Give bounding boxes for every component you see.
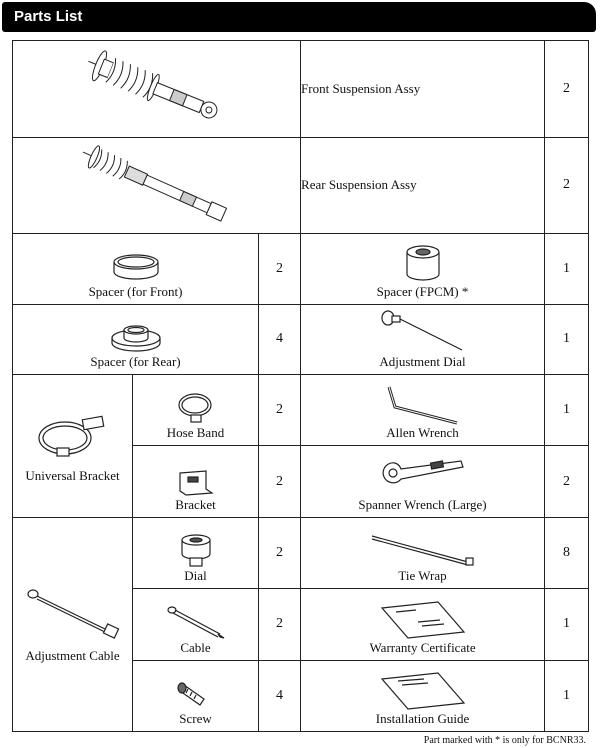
cable-cell: [133, 589, 259, 660]
part-name: Cable: [180, 639, 211, 655]
parts-table: [12, 40, 589, 732]
part-name: Screw: [179, 711, 212, 726]
part-name: Spacer (FPCM) *: [376, 283, 469, 299]
part-name: Adjustment Dial: [379, 353, 466, 369]
table-row: [13, 234, 589, 304]
part-quantity: 2: [259, 589, 301, 660]
part-quantity: 1: [545, 589, 589, 660]
tie-wrap-cell: [301, 517, 545, 588]
part-name: Universal Bracket: [25, 467, 120, 483]
coilover-front-icon: [77, 46, 237, 132]
part-quantity: 1: [545, 374, 589, 445]
document-icon: [378, 671, 468, 711]
adjustment-cable-icon: [23, 584, 123, 644]
part-name: Spacer (for Front): [88, 283, 183, 299]
part-name: Tie Wrap: [398, 568, 447, 584]
universal-bracket-cell: [13, 374, 133, 517]
adjustment-dial-cell: [301, 304, 545, 374]
allen-wrench-icon: [383, 383, 463, 425]
coilover-rear-icon: [72, 142, 242, 228]
dial-icon: [176, 530, 216, 568]
spacer-front-cell: [13, 234, 259, 304]
part-quantity: 2: [259, 374, 301, 445]
part-name: Spanner Wrench (Large): [358, 496, 487, 512]
part-quantity: 2: [259, 234, 301, 304]
part-name: Rear Suspension Assy: [301, 137, 545, 234]
spanner-wrench-icon: [377, 455, 469, 497]
table-row: [13, 137, 589, 234]
bracket-icon: [176, 467, 216, 497]
table-row: [13, 517, 589, 588]
part-name: Warranty Certificate: [369, 639, 476, 655]
table-row: [13, 41, 589, 138]
bracket-cell: [133, 446, 259, 517]
table-row: [13, 374, 589, 445]
part-quantity: 2: [545, 446, 589, 517]
part-quantity: 2: [259, 446, 301, 517]
rear-suspension-image: [13, 137, 301, 234]
spacer-ring-icon: [108, 250, 164, 284]
part-quantity: 4: [259, 660, 301, 731]
spacer-washer-icon: [108, 320, 164, 354]
part-name: Front Suspension Assy: [301, 41, 545, 138]
part-quantity: 2: [545, 137, 589, 234]
screw-icon: [176, 677, 216, 711]
spacer-rear-cell: [13, 304, 259, 374]
footnote: Part marked with * is only for BCNR33.: [423, 735, 586, 746]
part-name: Spacer (for Rear): [90, 353, 181, 369]
adjustment-dial-icon: [378, 308, 468, 354]
part-quantity: 1: [545, 234, 589, 304]
adjustment-cable-cell: [13, 517, 133, 731]
allen-wrench-cell: [301, 374, 545, 445]
hose-band-cell: [133, 374, 259, 445]
front-suspension-image: [13, 41, 301, 138]
part-name: Hose Band: [166, 425, 225, 441]
spacer-sleeve-icon: [401, 244, 445, 284]
dial-cell: [133, 517, 259, 588]
parts-list-header: [2, 2, 596, 32]
part-quantity: 1: [545, 304, 589, 374]
tie-wrap-icon: [368, 532, 478, 568]
table-row: [13, 304, 589, 374]
part-quantity: 4: [259, 304, 301, 374]
part-quantity: 1: [545, 660, 589, 731]
part-quantity: 8: [545, 517, 589, 588]
screw-cell: [133, 660, 259, 731]
part-name: Bracket: [175, 496, 216, 512]
part-quantity: 2: [545, 41, 589, 138]
warranty-certificate-cell: [301, 589, 545, 660]
document-icon: [378, 600, 468, 640]
part-quantity: 2: [259, 517, 301, 588]
universal-bracket-icon: [33, 408, 113, 464]
part-name: Installation Guide: [375, 711, 470, 726]
page-title: Parts List: [14, 8, 83, 25]
part-name: Allen Wrench: [386, 425, 459, 441]
spanner-wrench-cell: [301, 446, 545, 517]
part-name: Dial: [184, 568, 207, 584]
part-name: Adjustment Cable: [25, 648, 120, 664]
hose-band-icon: [175, 389, 217, 425]
spacer-fpcm-cell: [301, 234, 545, 304]
installation-guide-cell: [301, 660, 545, 731]
cable-icon: [164, 604, 228, 640]
